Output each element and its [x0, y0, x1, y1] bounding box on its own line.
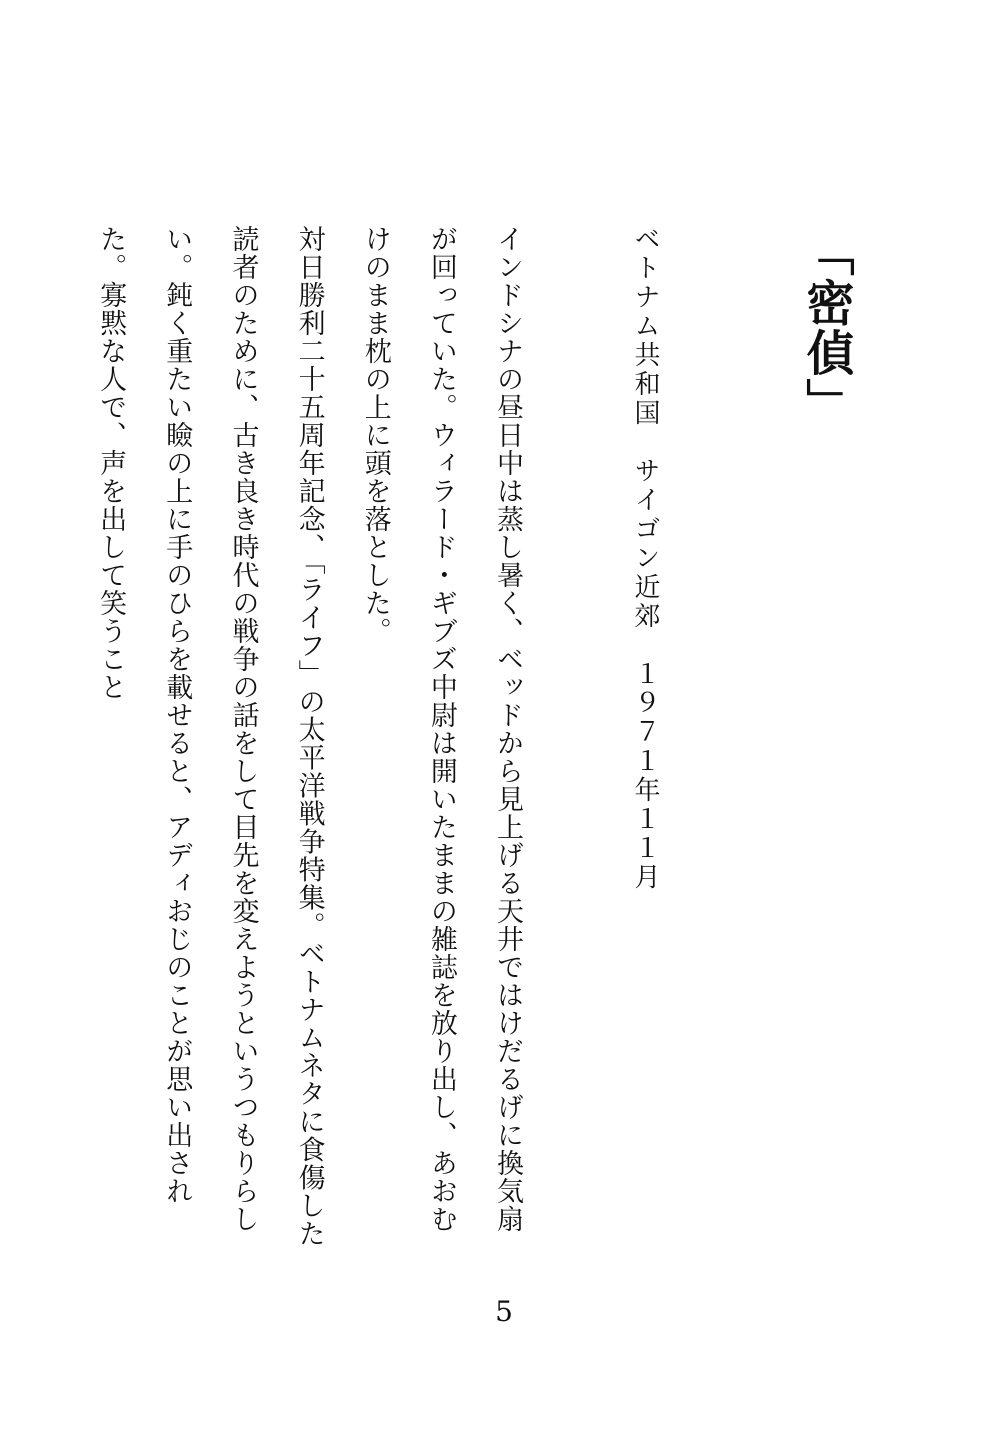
chapter-title: 「密偵」 — [798, 228, 854, 428]
page-number: 5 — [495, 1295, 513, 1328]
body-text — [77, 225, 540, 1249]
paragraph: インドシナの昼日中は蒸し暑く、ベッドから見上げる天井ではけだるげに換気扇が回っていた。ウィラード・ギブズ中尉は開いたままの雑誌を放り出し、あおむけのまま枕の上に頭を落とした。 — [359, 225, 523, 1233]
setting-line: ベトナム共和国 サイゴン近郊 １９７１年１１月 — [630, 225, 660, 892]
paragraph: 対日勝利二十五周年記念、「ライフ」の太平洋戦争特集。ベトナムネタに食傷した読者のために、古き良き時代の戦争の話をして目先を変えようというつもりらしい。鈍く重たい瞼の上に手のひらを載せると、アディおじのことが思い出された。寡黙な人で、声を出して笑うこと — [95, 225, 325, 1248]
